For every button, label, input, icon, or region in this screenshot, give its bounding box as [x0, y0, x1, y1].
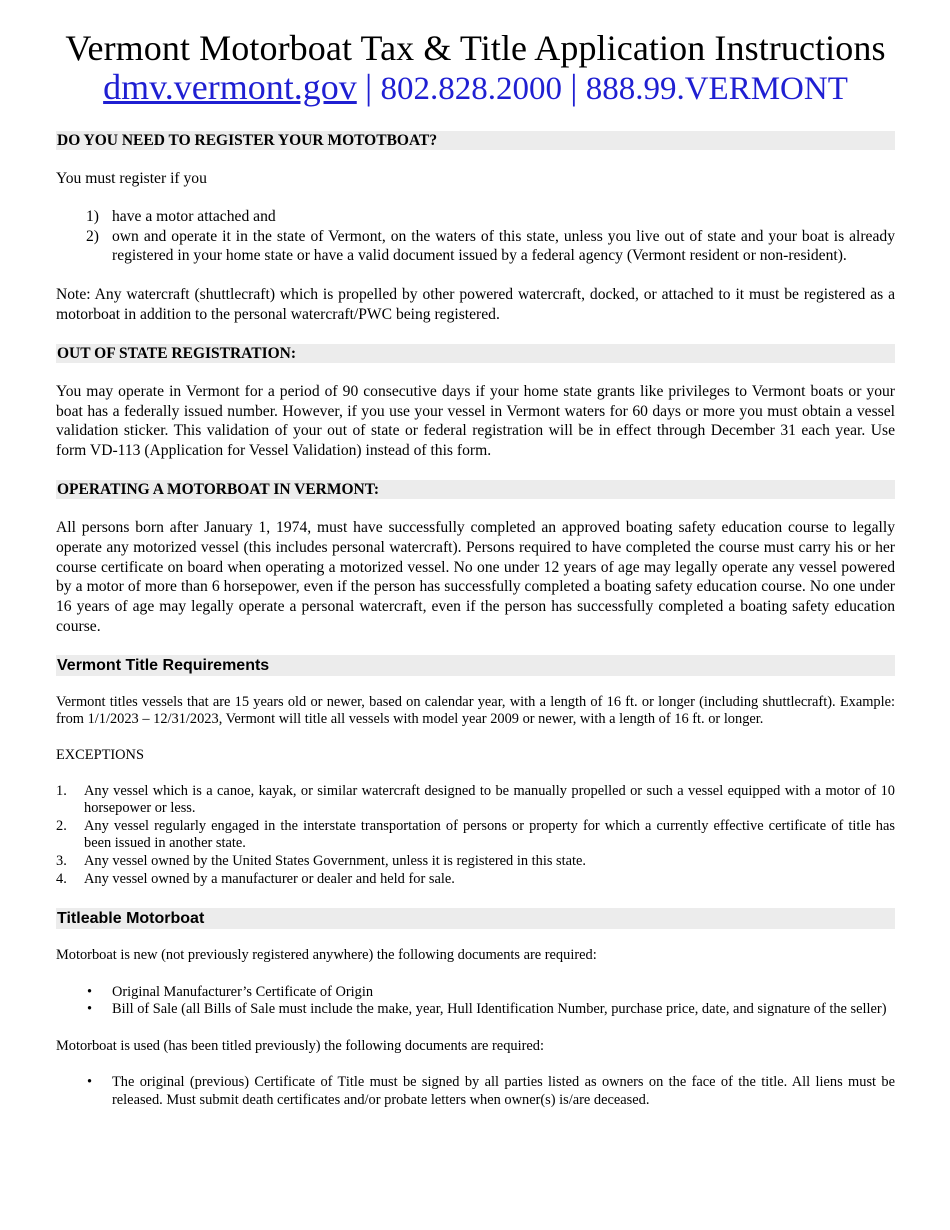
list-item — [56, 1074, 895, 1109]
list-number: 1. — [56, 782, 67, 799]
separator-1: | — [365, 67, 373, 107]
operating-text: All persons born after January 1, 1974, must have successfully completed an approved boating safety education course to legally operate any motorized vessel (this includes personal watercraft). Persons required to have completed the course must carry his or her course certificate on board when operating a motorized vessel. No one under 12 years of age may legally operate any vessel powered by a motor of more than 6 horsepower, even if the person has successfully completed a boating safety education course. No one under 16 years of age may legally operate a personal watercraft, even if the person has successfully completed a boating safety education course. — [56, 518, 895, 635]
document-header — [56, 0, 895, 108]
list-item — [56, 871, 895, 889]
new-motorboat-intro: Motorboat is new (not previously registered anywhere) the following documents are required: — [56, 947, 597, 964]
list-item — [56, 207, 895, 227]
list-text: own and operate it in the state of Vermont, on the waters of this state, unless you live out of state and your boat is already registered in your home state or have a valid document issued by a federal agency (Vermont resident or non-resident). — [112, 227, 895, 265]
bullet-icon: • — [87, 1001, 93, 1018]
contact-line — [56, 68, 895, 108]
phone-number-1: 802.828.2000 — [380, 71, 562, 107]
list-text: The original (previous) Certificate of Title must be signed by all parties listed as owners on the face of the title. All liens must be released. Must submit death certificates and/or probate letters when owner(s) is/are deceased. — [112, 1074, 895, 1109]
list-text: Bill of Sale (all Bills of Sale must include the make, year, Hull Identification Number, purchase price, date, and signature of the seller) — [112, 1001, 887, 1018]
list-text: Original Manufacturer’s Certificate of Origin — [112, 983, 374, 1000]
list-number: 2) — [86, 227, 99, 245]
list-item — [56, 984, 895, 1002]
exceptions-list — [56, 783, 895, 889]
bullet-icon: • — [87, 983, 93, 1000]
list-item — [56, 227, 895, 267]
register-heading: DO YOU NEED TO REGISTER YOUR MOTOTBOAT? — [56, 131, 895, 150]
list-text: Any vessel owned by a manufacturer or dealer and held for sale. — [84, 870, 455, 887]
register-list — [56, 207, 895, 266]
title-requirements-heading: Vermont Title Requirements — [56, 655, 895, 676]
exceptions-label: EXCEPTIONS — [56, 746, 144, 763]
list-number: 4. — [56, 870, 67, 887]
dmv-website-link[interactable]: dmv.vermont.gov — [103, 67, 357, 107]
title-requirements-text: Vermont titles vessels that are 15 years old or newer, based on calendar year, with a length of 16 ft. or longer (including shuttlecraft). Example: from 1/1/2023 – 12/31/2023, Vermont will title all vessels with model year 2009 or newer, with a length of 16 ft. or longer. — [56, 693, 895, 728]
register-intro: You must register if you — [56, 170, 207, 187]
list-item — [56, 783, 895, 818]
used-motorboat-intro: Motorboat is used (has been titled previously) the following documents are required: — [56, 1037, 544, 1054]
used-motorboat-docs — [56, 1074, 895, 1109]
bullet-icon: • — [87, 1074, 93, 1091]
operating-heading: OPERATING A MOTORBOAT IN VERMONT: — [56, 480, 895, 499]
list-text: have a motor attached and — [112, 207, 276, 225]
out-of-state-text: You may operate in Vermont for a period of 90 consecutive days if your home state grants like privileges to Vermont boats or your boat has a federally issued number. However, if you use your vessel in Vermont waters for 60 days or more you must obtain a vessel validation sticker. This validation of your out of state or federal registration will be in effect through December 31 each year. Use form VD-113 (Application for Vessel Validation) instead of this form. — [56, 382, 895, 460]
list-text: Any vessel regularly engaged in the interstate transportation of persons or property for which a currently effective certificate of title has been issued in another state. — [84, 817, 895, 852]
list-text: Any vessel which is a canoe, kayak, or similar watercraft designed to be manually propelled or such a vessel equipped with a motor of 10 horsepower or less. — [84, 782, 895, 817]
list-text: Any vessel owned by the United States Government, unless it is registered in this state. — [84, 852, 586, 869]
list-item — [56, 1001, 895, 1019]
new-motorboat-docs — [56, 984, 895, 1019]
list-number: 1) — [86, 207, 99, 225]
separator-2: | — [570, 67, 578, 107]
out-of-state-heading: OUT OF STATE REGISTRATION: — [56, 344, 895, 363]
list-item — [56, 818, 895, 853]
register-note: Note: Any watercraft (shuttlecraft) which is propelled by other powered watercraft, docked, or attached to it must be registered as a motorboat in addition to the personal watercraft/PWC being registered. — [56, 286, 895, 323]
titleable-motorboat-heading: Titleable Motorboat — [56, 908, 895, 929]
list-item — [56, 853, 895, 871]
list-number: 2. — [56, 817, 67, 834]
list-number: 3. — [56, 852, 67, 869]
document-title: Vermont Motorboat Tax & Title Application Instructions — [65, 28, 886, 68]
phone-number-2: 888.99.VERMONT — [585, 71, 848, 107]
